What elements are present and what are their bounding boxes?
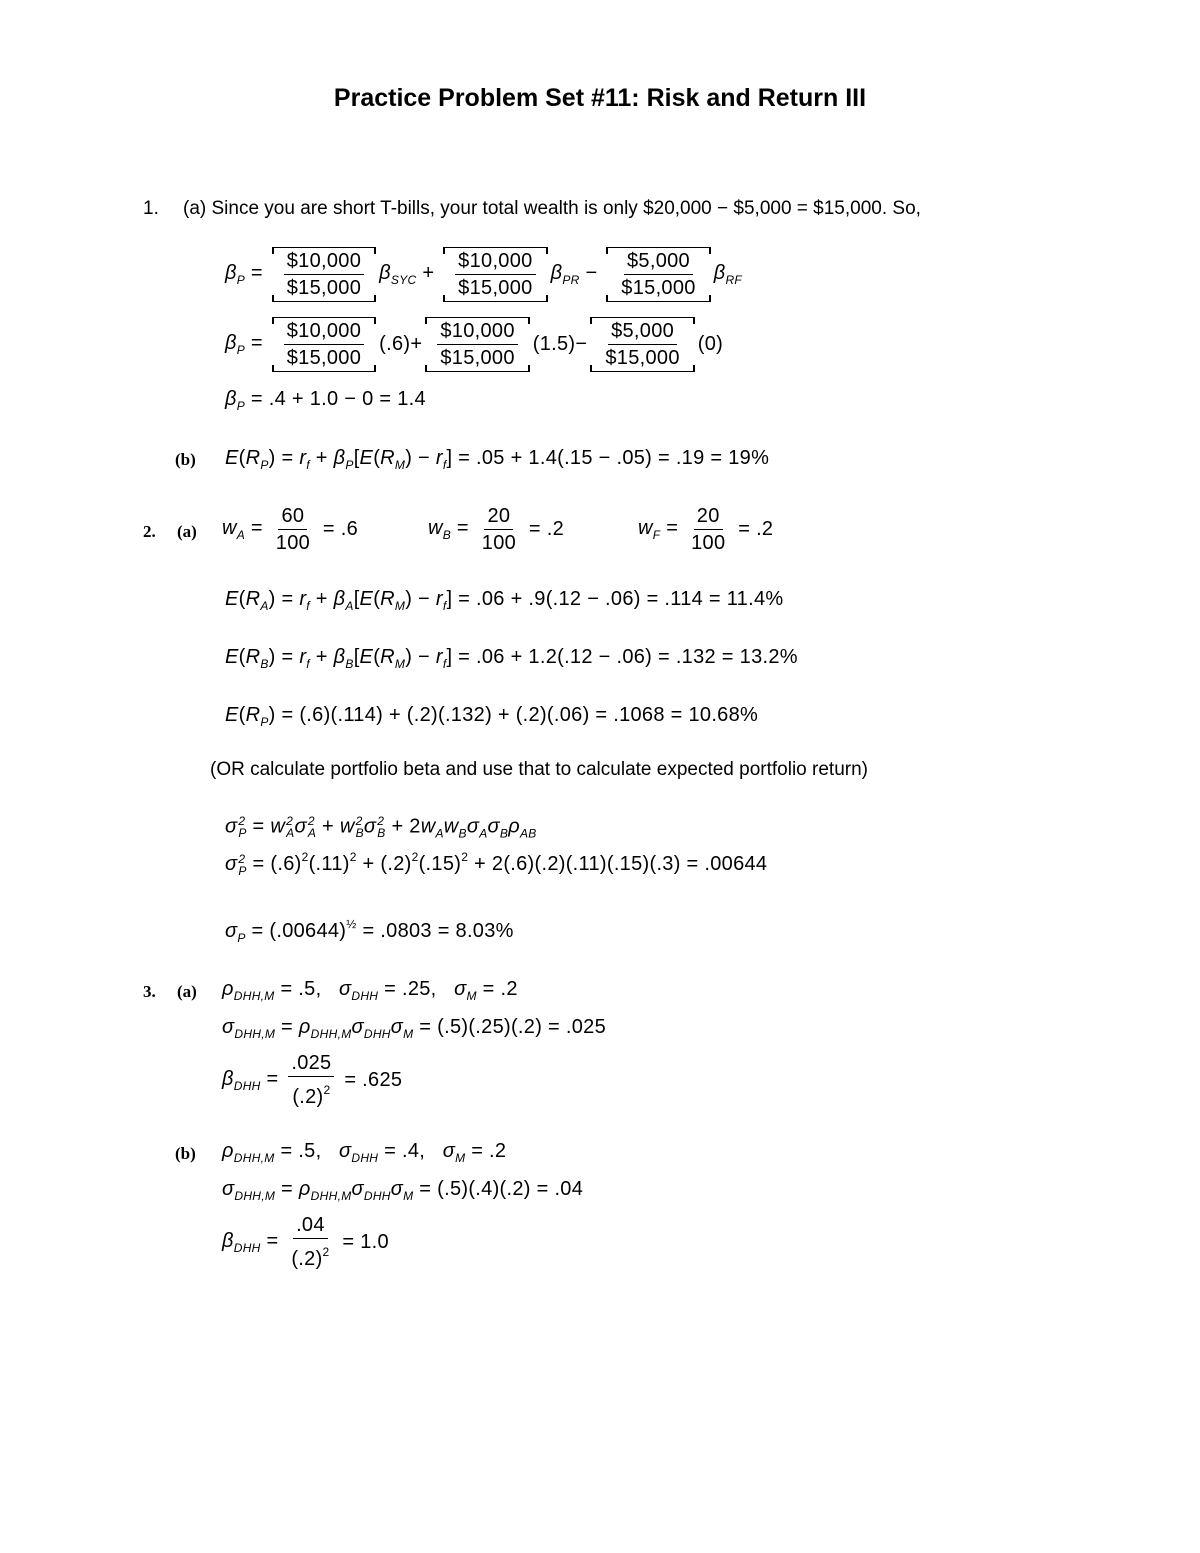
problem-3-number: 3.: [143, 982, 156, 1001]
bracket: [606, 247, 710, 302]
math-text: $E(R_B) = r_f + \beta_B[E(R_M) - r_f] = .06 + 1.2(.12 - .06) = .132 = 13.2\%$: [225, 646, 798, 671]
math-text: $\beta_P$ =: [225, 332, 269, 357]
part-a-label: (a): [177, 982, 197, 1001]
fraction: [288, 1212, 332, 1272]
math-text: $\beta_P = .4 + 1.0 - 0 = 1.4$: [225, 388, 426, 413]
given-values-b: [222, 1140, 506, 1165]
math-text: = .625: [338, 1068, 403, 1091]
math-text: $\sigma_{DHH,M} = \rho_{DHH,M}\sigma_{DHH}\sigma_M = (.5)(.25)(.2) = .025$: [222, 1016, 606, 1041]
part-b-label: (b): [175, 1144, 196, 1163]
fraction: [288, 1050, 334, 1110]
portfolio-std-dev: [225, 917, 514, 945]
denominator: $15,000: [621, 277, 696, 299]
numerator: $10,000: [455, 248, 535, 275]
math-text: $\beta_{SYC}$ +: [379, 262, 441, 287]
bracket: [272, 247, 376, 302]
math-text: σ 2 P = w 2 A σ 2 A + w 2 B σ 2 B + $2w_Aw_B\sigma_A\sigma_B\rho_{AB}$: [225, 814, 537, 841]
bracket: [272, 317, 376, 372]
denominator: $(.2)^2$: [291, 1245, 330, 1270]
numerator: .04: [293, 1212, 328, 1239]
denominator: $15,000: [286, 347, 362, 369]
bracket: [425, 317, 529, 372]
fraction: [273, 503, 313, 556]
numerator: $5,000: [608, 318, 677, 345]
numerator: $10,000: [284, 248, 364, 275]
numerator: 20: [694, 503, 723, 530]
alternative-note: (OR calculate portfolio beta and use that to calculate expected portfolio return): [210, 759, 868, 780]
numerator: $10,000: [284, 318, 364, 345]
math-text: (1.5)−: [532, 333, 588, 355]
fraction: [479, 503, 519, 556]
numerator: 60: [278, 503, 307, 530]
math-text: $w_F$ =: [638, 517, 685, 542]
part-b-label: (b): [175, 450, 196, 469]
numerator: $10,000: [437, 318, 517, 345]
denominator: $15,000: [605, 347, 680, 369]
math-text: $w_A$ =: [222, 517, 269, 542]
math-text: σ 2 P = $(.6)^2(.11)^2 + (.2)^2(.15)^2 + 2(.6)(.2)(.11)(.15)(.3) = .00644$: [225, 850, 768, 878]
beta-dhh-a: [222, 1050, 402, 1110]
weight-b: [428, 503, 564, 556]
beta-dhh-b: [222, 1212, 389, 1272]
math-text: $\beta_{DHH}$ =: [222, 1229, 285, 1255]
covariance-a: [222, 1016, 606, 1041]
covariance-b: [222, 1178, 583, 1203]
math-text: $\beta_P$ =: [225, 262, 269, 287]
math-text: $\beta_{DHH}$ =: [222, 1067, 285, 1093]
math-text: $\beta_{RF}$: [713, 262, 743, 287]
math-text: $E(R_A) = r_f + \beta_A[E(R_M) - r_f] = .06 + .9(.12 - .06) = .114 = 11.4\%$: [225, 588, 784, 613]
problem-2-number: 2.: [143, 522, 156, 541]
fraction: [455, 248, 535, 301]
denominator: 100: [691, 532, 726, 554]
part-a-label: (a): [177, 522, 197, 541]
fraction: [437, 318, 517, 371]
fraction: [618, 248, 698, 301]
bracket: [443, 247, 547, 302]
denominator: 100: [481, 532, 517, 554]
fraction: [688, 503, 728, 556]
portfolio-variance-value: [225, 850, 767, 877]
expected-return-portfolio-2: [225, 704, 758, 729]
math-text: = .2: [523, 518, 565, 540]
portfolio-variance-formula: [225, 815, 537, 840]
fraction: [602, 318, 682, 371]
math-text: $\sigma_P = (.00644)^{\frac{1}{2}} = .0803 = 8.03\%$: [225, 917, 514, 945]
denominator: $15,000: [440, 347, 515, 369]
fraction: [284, 318, 364, 371]
page-title: Practice Problem Set #11: Risk and Return III: [333, 84, 867, 112]
math-text: = .2: [732, 518, 774, 540]
problem-1-number: 1.: [143, 198, 159, 219]
beta-portfolio-result: [225, 388, 426, 413]
math-text: $E(R_P) = (.6)(.114) + (.2)(.132) + (.2)(.06) = .1068 = 10.68\%$: [225, 704, 759, 729]
bracket: [590, 317, 694, 372]
math-text: $\rho_{DHH,M} = .5$, $\sigma_{DHH} = .4$, $\sigma_M = .2$: [222, 1140, 507, 1165]
math-text: $w_B$ =: [428, 517, 475, 542]
math-text: (.6)+: [379, 333, 423, 355]
numerator: 20: [484, 503, 513, 530]
numerator: $5,000: [624, 248, 693, 275]
denominator: $(.2)^2$: [292, 1083, 331, 1108]
problem-1-intro: (a) Since you are short T-bills, your total wealth is only $20,000 − $5,000 = $15,000. So,: [183, 198, 921, 219]
math-text: = .6: [317, 518, 359, 540]
math-text: = 1.0: [336, 1230, 389, 1253]
fraction: [284, 248, 364, 301]
beta-portfolio-formula: [225, 247, 742, 302]
math-text: $\beta_{PR}$ −: [550, 262, 604, 287]
beta-portfolio-substitution: [225, 317, 723, 372]
expected-return-portfolio: [225, 447, 769, 472]
denominator: $15,000: [286, 277, 362, 299]
math-text: $\rho_{DHH,M} = .5$, $\sigma_{DHH} = .25$, $\sigma_M = .2$: [222, 978, 518, 1003]
weight-a: [222, 503, 358, 556]
math-text: $E(R_P) = r_f + \beta_P[E(R_M) - r_f] = .05 + 1.4(.15 - .05) = .19 = 19\%$: [225, 447, 770, 472]
expected-return-b: [225, 646, 798, 671]
math-text: (0): [697, 333, 724, 355]
weight-f: [638, 503, 773, 556]
math-text: $\sigma_{DHH,M} = \rho_{DHH,M}\sigma_{DHH}\sigma_M = (.5)(.4)(.2) = .04$: [222, 1178, 584, 1203]
given-values-a: [222, 978, 518, 1003]
expected-return-a: [225, 588, 783, 613]
denominator: $15,000: [458, 277, 533, 299]
numerator: .025: [288, 1050, 334, 1077]
denominator: 100: [275, 532, 311, 554]
